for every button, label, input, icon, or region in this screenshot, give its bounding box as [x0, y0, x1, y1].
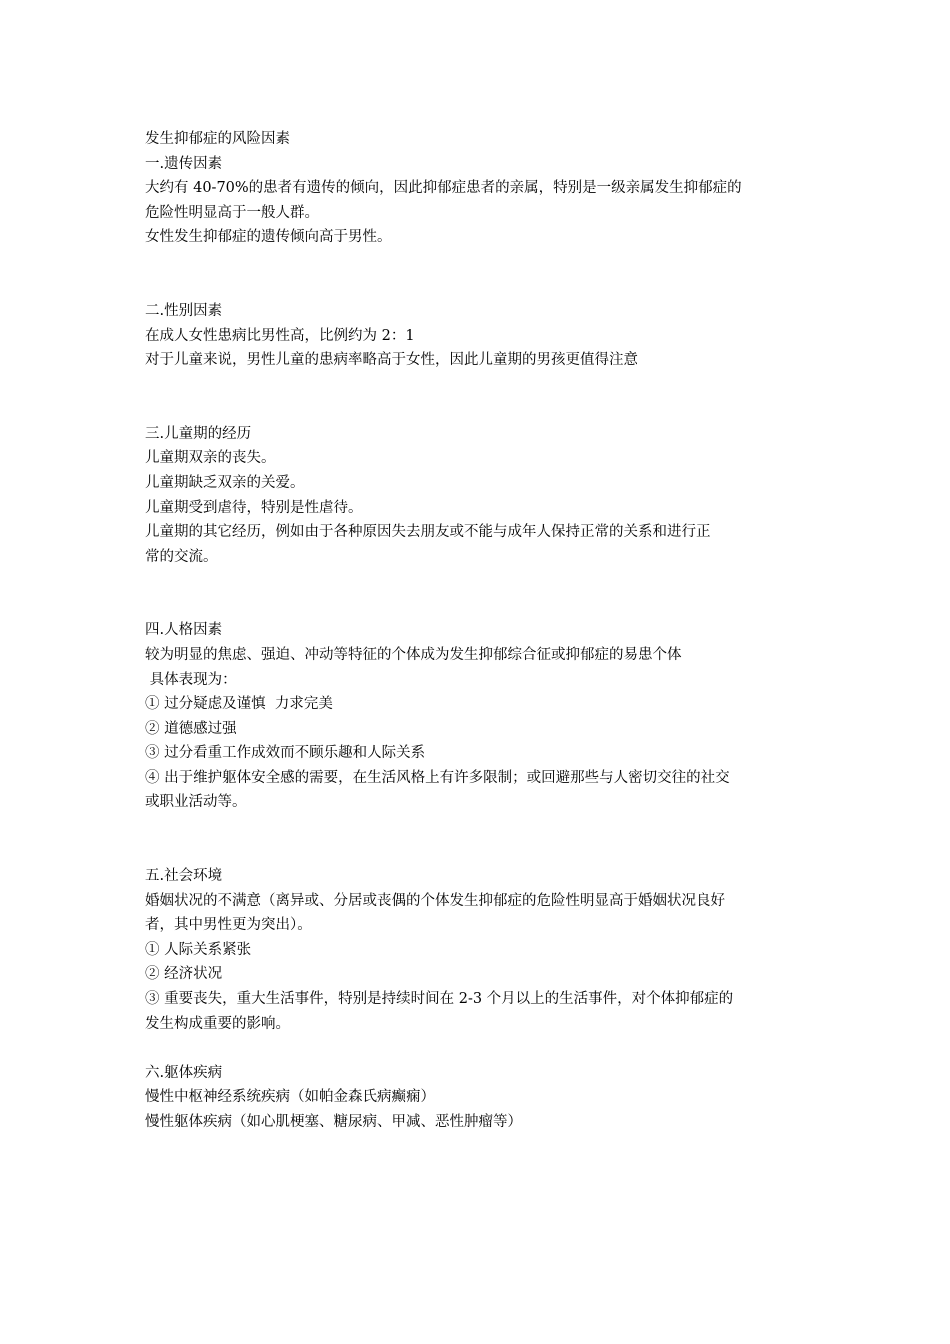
- list-item: ④ 出于维护躯体安全感的需要，在生活风格上有许多限制；或回避那些与人密切交往的社交: [145, 769, 730, 786]
- paragraph-line: 婚姻状况的不满意（离异或、分居或丧偶的个体发生抑郁症的危险性明显高于婚姻状况良好: [145, 892, 725, 909]
- paragraph-line: 慢性中枢神经系统疾病（如帕金森氏病癫痫）: [145, 1089, 435, 1106]
- paragraph-line: 儿童期受到虐待，特别是性虐待。: [145, 499, 363, 516]
- list-item: ③ 过分看重工作成效而不顾乐趣和人际关系: [145, 745, 426, 762]
- list-item: ① 人际关系紧张: [145, 941, 252, 958]
- list-item: ③ 重要丧失，重大生活事件，特别是持续时间在 2-3 个月以上的生活事件，对个体抑郁症的: [145, 991, 734, 1008]
- document-page: [145, 127, 810, 1135]
- paragraph-line: 具体表现为：: [145, 671, 237, 688]
- section-heading-social: 五.社会环境: [145, 868, 223, 885]
- section-heading-personality: 四.人格因素: [145, 622, 223, 639]
- paragraph-line: 慢性躯体疾病（如心肌梗塞、糖尿病、甲减、恶性肿瘤等）: [145, 1114, 522, 1130]
- paragraph-line: 危险性明显高于一般人群。: [145, 204, 319, 221]
- section-spacer: [145, 250, 810, 299]
- paragraph-line: 较为明显的焦虑、强迫、冲动等特征的个体成为发生抑郁综合征或抑郁症的易患个体: [145, 646, 682, 663]
- paragraph-line: 者，其中男性更为突出）。: [145, 917, 312, 934]
- paragraph-line: 对于儿童来说，男性儿童的患病率略高于女性，因此儿童期的男孩更值得注意: [145, 352, 638, 369]
- section-heading-childhood: 三.儿童期的经历: [145, 425, 252, 442]
- section-heading-gender: 二.性别因素: [145, 302, 223, 319]
- section-spacer: [145, 569, 810, 618]
- list-item: 发生构成重要的影响。: [145, 1015, 290, 1032]
- section-spacer: [145, 1036, 810, 1061]
- paragraph-line: 儿童期双亲的丧失。: [145, 450, 276, 467]
- paragraph-line: 常的交流。: [145, 548, 218, 565]
- section-spacer: [145, 815, 810, 864]
- paragraph-line: 女性发生抑郁症的遗传倾向高于男性。: [145, 229, 392, 246]
- list-item: ② 道德感过强: [145, 720, 237, 737]
- paragraph-line: 儿童期缺乏双亲的关爱。: [145, 474, 305, 491]
- paragraph-line: 儿童期的其它经历，例如由于各种原因失去朋友或不能与成年人保持正常的关系和进行正: [145, 524, 711, 541]
- section-heading-physical: 六.躯体疾病: [145, 1064, 223, 1081]
- list-item: ① 过分疑虑及谨慎 力求完美: [145, 696, 333, 713]
- paragraph-line: 大约有 40-70%的患者有遗传的倾向，因此抑郁症患者的亲属，特别是一级亲属发生抑郁症的: [145, 180, 742, 197]
- list-item: ② 经济状况: [145, 966, 223, 983]
- list-item: 或职业活动等。: [145, 794, 247, 811]
- section-heading-genetic: 一.遗传因素: [145, 155, 223, 172]
- paragraph-line: 在成人女性患病比男性高，比例约为 2：1: [145, 327, 415, 344]
- document-title: 发生抑郁症的风险因素: [145, 131, 290, 147]
- section-spacer: [145, 373, 810, 422]
